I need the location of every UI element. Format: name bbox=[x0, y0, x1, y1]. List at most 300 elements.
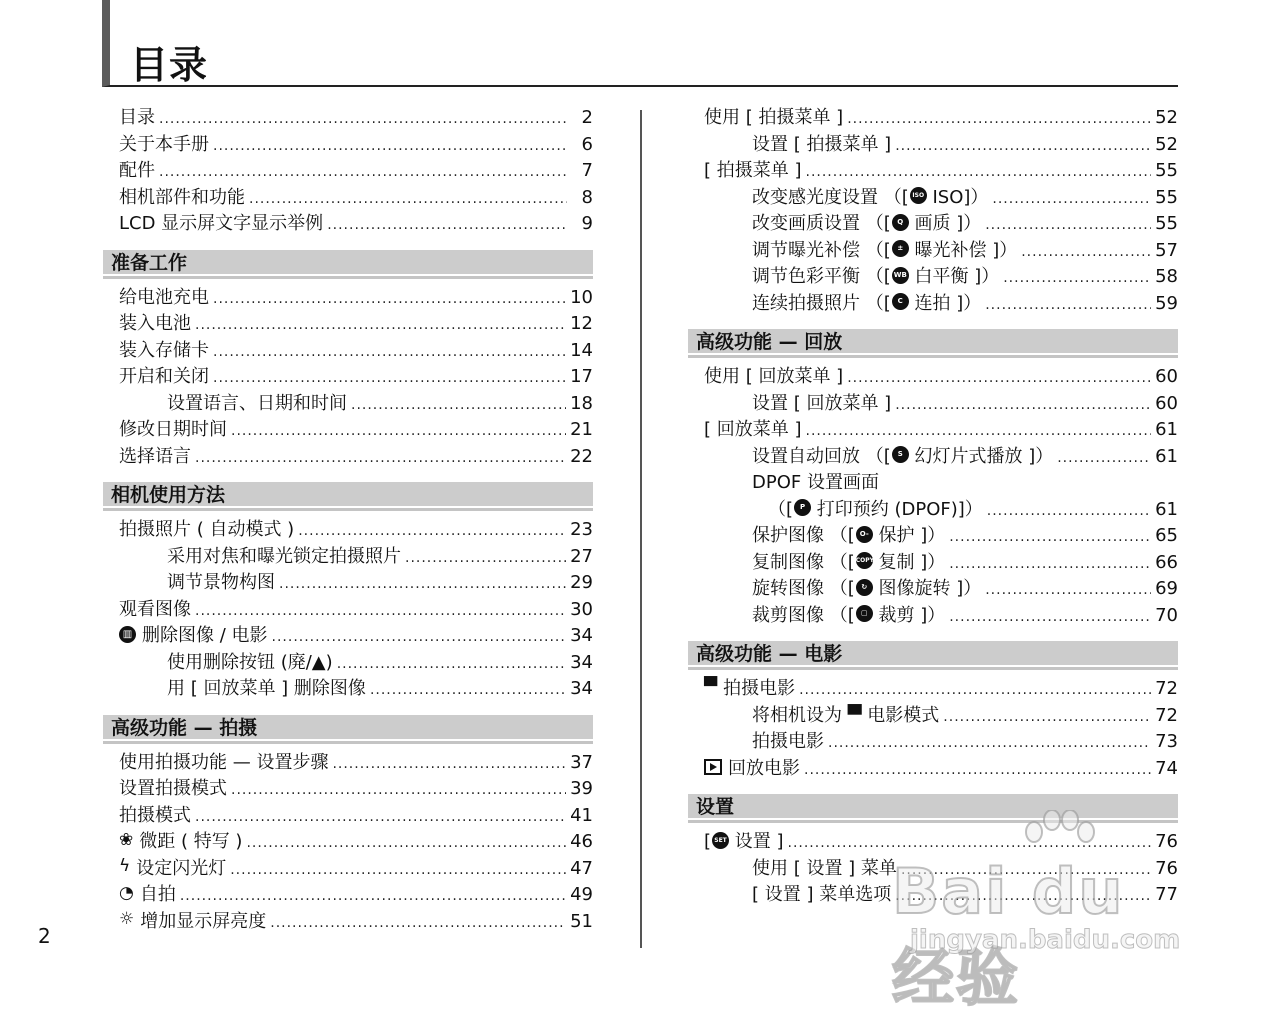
dot-leader bbox=[1021, 239, 1151, 266]
toc-entry[interactable] bbox=[688, 882, 1178, 909]
dot-leader bbox=[949, 604, 1151, 631]
toc-entry-label bbox=[752, 132, 891, 159]
toc-page-number: 27 bbox=[570, 545, 593, 567]
section-heading-label: 高级功能 — 电影 bbox=[696, 643, 843, 665]
toc-page-number: 23 bbox=[570, 519, 593, 540]
toc-entry-text: 调节曝光补偿 （[ bbox=[752, 239, 891, 261]
toc-entry[interactable] bbox=[688, 105, 1178, 132]
toc-page-number: 17 bbox=[570, 366, 593, 387]
playback-icon bbox=[704, 759, 722, 775]
toc-entry[interactable] bbox=[688, 676, 1178, 703]
toc-entry[interactable] bbox=[103, 444, 593, 471]
toc-entry-text: 连续拍摄照片 （[ bbox=[752, 292, 891, 314]
section-heading-rule bbox=[103, 276, 593, 279]
toc-entry-label bbox=[167, 570, 275, 597]
self-timer-icon: ◔ bbox=[119, 882, 134, 903]
toc-entry-text: [ 设置 ] 菜单选项 bbox=[752, 884, 892, 905]
toc-entry-label bbox=[119, 882, 176, 909]
toc-page-number: 37 bbox=[570, 751, 593, 773]
toc-entry-label bbox=[167, 391, 347, 418]
toc-entry-label bbox=[752, 264, 999, 291]
toc-page-number: 65 bbox=[1155, 525, 1178, 546]
flash-icon: ϟ bbox=[119, 856, 131, 876]
protect-key-icon: O- bbox=[856, 526, 873, 543]
toc-entry-label bbox=[119, 338, 209, 365]
toc-entry[interactable] bbox=[103, 570, 593, 597]
toc-entry-text: 旋转图像 （[ bbox=[752, 578, 855, 599]
toc-entry[interactable] bbox=[688, 756, 1178, 783]
toc-entry-text: 装入电池 bbox=[119, 313, 191, 334]
toc-entry-label bbox=[704, 756, 800, 783]
toc-entry[interactable] bbox=[103, 391, 593, 418]
toc-entry-text: 采用对焦和曝光锁定拍摄照片 bbox=[167, 545, 401, 567]
dot-leader bbox=[298, 518, 566, 545]
toc-entry[interactable] bbox=[103, 364, 593, 391]
dot-leader bbox=[231, 418, 566, 445]
toc-entry-text: 使用拍摄功能 — 设置步骤 bbox=[119, 751, 329, 773]
toc-entry-text: 使用 [ 回放菜单 ] bbox=[704, 366, 844, 387]
toc-page-number: 41 bbox=[570, 804, 593, 826]
dot-leader bbox=[806, 159, 1152, 186]
toc-entry-label bbox=[752, 291, 981, 318]
movie-camera-icon: ▀ bbox=[704, 676, 718, 697]
toc-entry-label bbox=[752, 185, 988, 212]
brightness-icon: ☼ bbox=[119, 909, 135, 929]
toc-entry-text: 修改日期时间 bbox=[119, 419, 227, 440]
toc-page-number: 34 bbox=[570, 625, 593, 646]
toc-entry-text: 使用 [ 设置 ] 菜单 bbox=[752, 857, 897, 879]
dot-leader bbox=[992, 186, 1151, 213]
toc-entry-text: 用 [ 回放菜单 ] 删除图像 bbox=[167, 678, 366, 699]
toc-entry[interactable] bbox=[103, 856, 593, 883]
toc-entry-text: 开启和关闭 bbox=[119, 366, 209, 387]
toc-page-number: 46 bbox=[570, 831, 593, 852]
section-heading-rule bbox=[688, 355, 1178, 358]
toc-page-number: 77 bbox=[1155, 884, 1178, 905]
dot-leader bbox=[1057, 445, 1151, 472]
toc-page-number: 61 bbox=[1155, 419, 1178, 440]
toc-right-column bbox=[688, 105, 1178, 909]
toc-entry[interactable] bbox=[688, 238, 1178, 265]
toc-entry-text: 设置自动回放 （[ bbox=[752, 445, 891, 467]
toc-page-number: 61 bbox=[1155, 498, 1178, 520]
toc-entry-suffix: 复制 ]） bbox=[872, 551, 946, 573]
rotate-icon: ↻ bbox=[856, 579, 873, 596]
dot-leader bbox=[270, 910, 566, 937]
toc-entry-text: 保护图像 （[ bbox=[752, 525, 855, 546]
toc-entry-text: 将相机设为 ▀ 电影模式 bbox=[752, 704, 940, 726]
dot-leader bbox=[847, 106, 1151, 133]
toc-entry-text: [ 拍摄菜单 ] bbox=[704, 160, 802, 181]
slideshow-icon: S bbox=[892, 446, 909, 463]
toc-entry-text: 拍摄电影 bbox=[752, 731, 824, 752]
toc-entry[interactable] bbox=[103, 909, 593, 936]
dot-leader bbox=[213, 133, 567, 160]
toc-entry-text: 增加显示屏亮度 bbox=[140, 910, 267, 932]
toc-entry-label bbox=[752, 703, 939, 730]
toc-entry-suffix: 幻灯片式播放 ]） bbox=[908, 445, 1054, 467]
toc-entry-suffix: ISO]） bbox=[926, 186, 989, 208]
toc-entry-text: （[ bbox=[768, 498, 794, 520]
toc-page-number: 57 bbox=[1155, 239, 1178, 261]
section-heading-rule bbox=[688, 667, 1178, 670]
toc-entry-text: 裁剪图像 （[ bbox=[752, 604, 855, 626]
toc-entry[interactable] bbox=[688, 550, 1178, 577]
toc-entry-label bbox=[119, 285, 209, 312]
dot-leader bbox=[279, 571, 566, 598]
toc-entry[interactable] bbox=[103, 650, 593, 677]
toc-entry[interactable] bbox=[688, 132, 1178, 159]
toc-entry-label bbox=[119, 211, 323, 238]
white-balance-icon: WB bbox=[892, 267, 909, 284]
dot-leader bbox=[985, 577, 1151, 604]
toc-page-number: 72 bbox=[1155, 678, 1178, 699]
dot-leader bbox=[159, 106, 567, 133]
toc-entry[interactable] bbox=[688, 470, 1178, 497]
toc-entry-text: 设置 [ 拍摄菜单 ] bbox=[752, 133, 892, 155]
toc-entry[interactable] bbox=[688, 703, 1178, 730]
toc-entry-label bbox=[167, 544, 401, 571]
toc-entry-label bbox=[752, 211, 981, 238]
toc-entry-label bbox=[752, 238, 1017, 265]
toc-page-number: 61 bbox=[1155, 445, 1178, 467]
crop-icon: ▢ bbox=[856, 605, 873, 622]
toc-entry-label bbox=[752, 882, 891, 909]
quality-icon: Q bbox=[892, 214, 909, 231]
toc-entry-label bbox=[752, 523, 945, 550]
dot-leader bbox=[230, 857, 566, 884]
page-header bbox=[102, 0, 1178, 87]
toc-entry[interactable] bbox=[688, 603, 1178, 630]
toc-entry[interactable] bbox=[688, 264, 1178, 291]
toc-entry-text: 配件 bbox=[119, 160, 155, 181]
toc-entry-text: 使用删除按钮 (廃/▲) bbox=[167, 651, 333, 673]
dot-leader bbox=[195, 804, 566, 831]
section-heading bbox=[688, 641, 1178, 668]
toc-entry-text: DPOF 设置画面 bbox=[752, 472, 879, 493]
toc-entry-text: 改变画质设置 （[ bbox=[752, 213, 891, 234]
toc-page-number: 51 bbox=[570, 910, 593, 932]
toc-page-number: 14 bbox=[570, 339, 593, 361]
toc-entry[interactable] bbox=[103, 882, 593, 909]
page-number: 2 bbox=[38, 924, 51, 948]
toc-entry-label bbox=[119, 311, 191, 338]
dot-leader bbox=[213, 339, 566, 366]
toc-entry-label bbox=[752, 576, 981, 603]
toc-page-number: 72 bbox=[1155, 704, 1178, 726]
toc-entry-label bbox=[752, 470, 879, 497]
toc-entry-suffix: 画质 ]） bbox=[908, 213, 982, 234]
toc-entry[interactable] bbox=[688, 364, 1178, 391]
toc-page-number: 60 bbox=[1155, 392, 1178, 414]
toc-entry[interactable] bbox=[103, 597, 593, 624]
toc-page-number: 73 bbox=[1155, 731, 1178, 752]
toc-page-number: 12 bbox=[570, 313, 593, 334]
toc-entry-text: 调节景物构图 bbox=[167, 572, 275, 593]
toc-entry[interactable] bbox=[103, 623, 593, 650]
toc-page-number: 52 bbox=[1155, 133, 1178, 155]
macro-flower-icon: ❀ bbox=[119, 829, 134, 850]
toc-entry-text: 设置拍摄模式 bbox=[119, 778, 227, 799]
toc-entry-label bbox=[752, 856, 897, 883]
toc-page-number: 59 bbox=[1155, 292, 1178, 314]
toc-entry[interactable] bbox=[688, 444, 1178, 471]
toc-entry-text: 目录 bbox=[119, 107, 155, 128]
dot-leader bbox=[804, 757, 1151, 784]
toc-entry-label bbox=[752, 603, 945, 630]
toc-entry[interactable] bbox=[103, 132, 593, 159]
toc-entry[interactable] bbox=[103, 544, 593, 571]
toc-page-number: 30 bbox=[570, 598, 593, 620]
dot-leader bbox=[246, 830, 566, 857]
toc-entry-label bbox=[752, 391, 891, 418]
toc-entry-suffix: 裁剪 ]） bbox=[872, 604, 946, 626]
toc-entry[interactable] bbox=[103, 211, 593, 238]
toc-entry-label bbox=[119, 158, 155, 185]
dot-leader bbox=[788, 830, 1152, 857]
toc-page-number: 60 bbox=[1155, 366, 1178, 387]
section-heading-label: 高级功能 — 回放 bbox=[696, 331, 843, 353]
toc-entry-suffix: 设置 ] bbox=[729, 831, 784, 852]
toc-entry-text: 微距 ( 特写 ) bbox=[139, 831, 243, 852]
toc-entry-suffix: 图像旋转 ]） bbox=[872, 578, 982, 599]
toc-entry-text: 选择语言 bbox=[119, 445, 191, 467]
toc-page-number: 10 bbox=[570, 286, 593, 308]
toc-entry[interactable] bbox=[103, 803, 593, 830]
section-heading-label: 高级功能 — 拍摄 bbox=[111, 716, 258, 739]
dot-leader bbox=[159, 159, 567, 186]
iso-icon: ISO bbox=[910, 187, 927, 204]
toc-entry[interactable] bbox=[688, 211, 1178, 238]
toc-entry[interactable] bbox=[688, 497, 1178, 524]
toc-entry-text: 回放电影 bbox=[728, 757, 800, 779]
dot-leader bbox=[180, 883, 566, 910]
toc-page-number: 34 bbox=[570, 651, 593, 673]
dot-leader bbox=[249, 186, 567, 213]
toc-entry-text: [ 回放菜单 ] bbox=[704, 419, 802, 440]
toc-entry-label bbox=[119, 776, 227, 803]
toc-entry[interactable] bbox=[103, 417, 593, 444]
toc-page-number: 47 bbox=[570, 857, 593, 879]
toc-entry[interactable] bbox=[103, 829, 593, 856]
toc-entry-label bbox=[704, 158, 802, 185]
section-heading bbox=[103, 250, 593, 277]
exposure-comp-icon: ± bbox=[892, 240, 909, 257]
toc-entry-text: 给电池充电 bbox=[119, 286, 209, 308]
toc-entry-text: 观看图像 bbox=[119, 598, 191, 620]
watermark-url: jingyan.baidu.com bbox=[910, 925, 1181, 955]
toc-page-number: 55 bbox=[1155, 186, 1178, 208]
toc-page-number: 2 bbox=[581, 107, 593, 128]
toc-page-number: 70 bbox=[1155, 604, 1178, 626]
dot-leader bbox=[828, 730, 1151, 757]
toc-page-number: 55 bbox=[1155, 213, 1178, 234]
section-heading-rule bbox=[103, 741, 593, 744]
dot-leader bbox=[943, 704, 1151, 731]
copy-icon: COPY bbox=[856, 552, 873, 569]
toc-entry-label bbox=[119, 909, 266, 936]
toc-page-number: 21 bbox=[570, 419, 593, 440]
dot-leader bbox=[895, 392, 1151, 419]
toc-page-number: 66 bbox=[1155, 551, 1178, 573]
toc-entry-label bbox=[704, 417, 802, 444]
section-heading-label: 设置 bbox=[696, 796, 735, 818]
toc-entry-text: 调节色彩平衡 （[ bbox=[752, 266, 891, 287]
toc-page-number: 18 bbox=[570, 392, 593, 414]
toc-entry-text: 关于本手册 bbox=[119, 133, 209, 155]
section-heading bbox=[103, 482, 593, 509]
toc-entry-label bbox=[704, 364, 843, 391]
toc-entry[interactable] bbox=[688, 576, 1178, 603]
toc-page-number: 69 bbox=[1155, 578, 1178, 599]
toc-page-number: 74 bbox=[1155, 757, 1178, 779]
column-divider bbox=[640, 110, 642, 948]
dot-leader bbox=[351, 392, 566, 419]
toc-entry-text: 装入存储卡 bbox=[119, 339, 209, 361]
toc-page-number: 49 bbox=[570, 884, 593, 905]
toc-entry-label bbox=[752, 550, 945, 577]
toc-entry-text: 自拍 bbox=[139, 884, 176, 905]
dot-leader bbox=[370, 677, 566, 704]
toc-entry-text: 使用 [ 拍摄菜单 ] bbox=[704, 107, 844, 128]
dot-leader bbox=[985, 292, 1151, 319]
toc-page-number: 7 bbox=[581, 160, 593, 181]
continuous-icon: C bbox=[892, 293, 909, 310]
toc-entry-label bbox=[119, 803, 191, 830]
toc-entry[interactable] bbox=[103, 105, 593, 132]
toc-entry-label bbox=[119, 132, 209, 159]
toc-entry-label bbox=[119, 444, 191, 471]
toc-entry[interactable] bbox=[103, 750, 593, 777]
toc-entry[interactable] bbox=[103, 311, 593, 338]
page-title: 目录 bbox=[130, 43, 209, 87]
dot-leader bbox=[327, 212, 567, 239]
toc-entry[interactable] bbox=[688, 291, 1178, 318]
toc-entry[interactable] bbox=[688, 729, 1178, 756]
toc-page-number: 8 bbox=[581, 186, 593, 208]
dot-leader bbox=[949, 551, 1151, 578]
toc-entry-label bbox=[704, 676, 795, 703]
toc-entry-label bbox=[167, 676, 366, 703]
toc-entry-label bbox=[119, 597, 191, 624]
toc-entry[interactable] bbox=[103, 676, 593, 703]
toc-entry-label bbox=[119, 856, 226, 883]
toc-entry-label bbox=[768, 497, 983, 524]
dot-leader bbox=[949, 524, 1151, 551]
dot-leader bbox=[901, 857, 1151, 884]
toc-entry-text: 相机部件和功能 bbox=[119, 186, 245, 208]
dot-leader bbox=[895, 133, 1151, 160]
dot-leader bbox=[195, 598, 566, 625]
dot-leader bbox=[337, 651, 566, 678]
toc-entry-text: 拍摄电影 bbox=[723, 678, 796, 699]
toc-entry-text: 复制图像 （[ bbox=[752, 551, 855, 573]
toc-page-number: 76 bbox=[1155, 857, 1178, 879]
toc-page-number: 76 bbox=[1155, 831, 1178, 852]
toc-entry-text: [ bbox=[704, 831, 712, 852]
section-heading bbox=[103, 715, 593, 742]
toc-entry-label bbox=[119, 185, 245, 212]
toc-entry[interactable] bbox=[103, 517, 593, 544]
toc-entry-label bbox=[119, 364, 209, 391]
dot-leader bbox=[895, 883, 1151, 910]
toc-entry-text: 拍摄照片 ( 自动模式 ) bbox=[119, 519, 295, 540]
toc-entry-label bbox=[119, 517, 294, 544]
section-heading-label: 相机使用方法 bbox=[111, 484, 226, 506]
toc-entry-label bbox=[119, 105, 155, 132]
toc-entry-text: 设置 [ 回放菜单 ] bbox=[752, 392, 892, 414]
toc-entry[interactable] bbox=[688, 391, 1178, 418]
toc-entry-text: 设置语言、日期和时间 bbox=[167, 392, 347, 414]
toc-entry[interactable] bbox=[688, 829, 1178, 856]
section-heading-rule bbox=[103, 508, 593, 511]
section-heading-label: 准备工作 bbox=[111, 251, 188, 274]
toc-entry[interactable] bbox=[103, 285, 593, 312]
toc-entry[interactable] bbox=[688, 856, 1178, 883]
section-heading bbox=[688, 329, 1178, 356]
toc-page-number: 22 bbox=[570, 445, 593, 467]
toc-entry-suffix: 连拍 ]） bbox=[908, 292, 982, 314]
print-icon: P bbox=[794, 499, 811, 516]
section-heading-bar bbox=[688, 794, 1178, 818]
toc-entry[interactable] bbox=[688, 158, 1178, 185]
toc-entry[interactable] bbox=[688, 417, 1178, 444]
dot-leader bbox=[213, 365, 566, 392]
toc-entry-label bbox=[119, 829, 242, 856]
toc-page-number: 9 bbox=[581, 213, 593, 234]
toc-entry-label bbox=[167, 650, 333, 677]
toc-entry-suffix: 保护 ]） bbox=[872, 525, 946, 546]
dot-leader bbox=[806, 418, 1152, 445]
trash-icon: ▥ bbox=[119, 626, 136, 643]
toc-entry-text: 改变感光度设置 （[ bbox=[752, 186, 909, 208]
dot-leader bbox=[195, 312, 566, 339]
toc-entry[interactable] bbox=[103, 158, 593, 185]
toc-entry[interactable] bbox=[103, 185, 593, 212]
toc-entry[interactable] bbox=[103, 776, 593, 803]
toc-left-column bbox=[103, 105, 593, 935]
dot-leader bbox=[405, 545, 566, 572]
dot-leader bbox=[847, 365, 1151, 392]
toc-entry-text: 拍摄模式 bbox=[119, 804, 191, 826]
toc-page-number: 34 bbox=[570, 678, 593, 699]
section-heading-rule bbox=[688, 820, 1178, 823]
toc-entry-text: LCD 显示屏文字显示举例 bbox=[119, 213, 324, 234]
toc-page-number: 58 bbox=[1155, 266, 1178, 287]
dot-leader bbox=[195, 445, 566, 472]
toc-entry[interactable] bbox=[688, 523, 1178, 550]
section-heading bbox=[688, 794, 1178, 821]
toc-page-number: 29 bbox=[570, 572, 593, 593]
toc-entry[interactable] bbox=[688, 185, 1178, 212]
toc-entry-label bbox=[752, 729, 824, 756]
toc-page-number: 55 bbox=[1155, 160, 1178, 181]
toc-page-number: 52 bbox=[1155, 107, 1178, 128]
dot-leader bbox=[985, 212, 1151, 239]
dot-leader bbox=[1003, 265, 1151, 292]
toc-entry-suffix: 打印预约 (DPOF)]） bbox=[811, 498, 983, 520]
dot-leader bbox=[231, 777, 566, 804]
toc-page-number: 39 bbox=[570, 778, 593, 799]
dot-leader bbox=[332, 751, 566, 778]
toc-entry-suffix: 曝光补偿 ]） bbox=[908, 239, 1018, 261]
toc-entry-label bbox=[119, 623, 268, 650]
setup-icon: SET bbox=[712, 832, 729, 849]
toc-entry-suffix: 白平衡 ]） bbox=[908, 266, 1000, 287]
toc-entry-label bbox=[119, 750, 328, 777]
toc-entry[interactable] bbox=[103, 338, 593, 365]
dot-leader bbox=[272, 624, 567, 651]
